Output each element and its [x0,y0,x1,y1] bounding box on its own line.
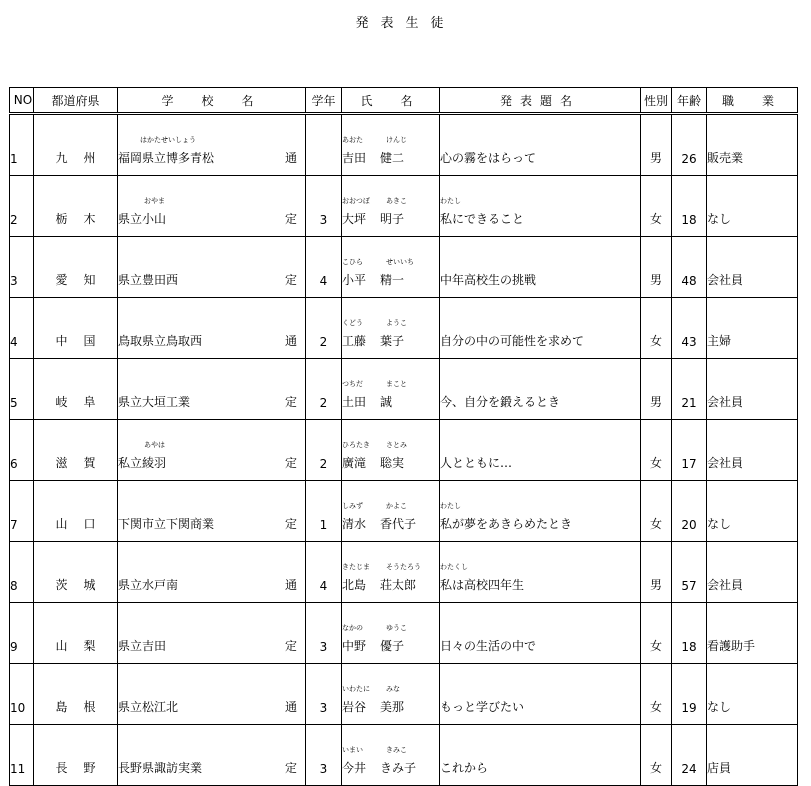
sex-cell: 女 [641,603,672,664]
school-ruby: はかたせいしょう [140,136,196,144]
course-type: 定 [284,273,297,287]
table-row [10,603,798,664]
row-number: 10 [10,664,34,725]
school-name-wrap [118,197,167,227]
topic-cell [440,114,641,176]
school-name-wrap [118,637,166,654]
sex-cell: 男 [641,114,672,176]
col-header-job: 職 業 [707,88,798,114]
given-name-wrap [380,197,407,227]
prefecture-cell: 中国 [34,298,118,359]
page-title: 発表生徒 [355,16,456,31]
age-cell: 48 [672,237,707,298]
prefecture-cell: 山梨 [34,603,118,664]
course-type: 通 [284,578,297,592]
presenter-table [9,87,798,786]
col-header-grade: 学年 [306,88,342,114]
table-row [10,664,798,725]
given-name: 聡実 [380,456,405,470]
given-name: 明子 [380,212,405,226]
age-cell: 26 [672,114,707,176]
school-cell [118,725,306,786]
given-name-ruby: そうたろう [386,563,421,571]
school-name: 下関市立下関商業 [118,517,215,531]
grade-cell: 3 [306,725,342,786]
topic-cell [440,237,641,298]
student-name-cell [342,359,440,420]
given-name: 葉子 [380,334,405,348]
age-cell: 21 [672,359,707,420]
sex-cell: 女 [641,664,672,725]
occupation-cell: 販売業 [707,114,798,176]
family-name-ruby: ひろたき [342,441,370,449]
topic-wrap [440,197,525,227]
given-name: 優子 [380,639,405,653]
given-name-wrap [380,624,407,654]
topic-title: 人とともに… [440,456,513,470]
family-name: 土田 [342,395,367,409]
sex-cell: 男 [641,359,672,420]
topic-cell [440,603,641,664]
age-cell: 18 [672,176,707,237]
header-row [10,88,798,114]
topic-cell [440,359,641,420]
topic-cell [440,542,641,603]
row-number: 1 [10,114,34,176]
occupation-cell: 看護助手 [707,603,798,664]
family-name: 吉田 [342,151,367,165]
row-number: 7 [10,481,34,542]
occupation-cell: 店員 [707,725,798,786]
col-header-age: 年齢 [672,88,707,114]
prefecture-cell: 滋賀 [34,420,118,481]
student-name [342,502,417,532]
grade-cell: 4 [306,542,342,603]
topic-wrap [440,454,512,471]
topic-wrap [440,149,536,166]
topic-title: 私は高校四年生 [440,578,525,592]
prefecture-cell: 岐阜 [34,359,118,420]
grade-cell: 3 [306,176,342,237]
family-name-wrap [342,502,380,532]
topic-cell [440,420,641,481]
student-name-cell [342,725,440,786]
prefecture-cell: 栃木 [34,176,118,237]
col-header-topic: 発表題名 [440,88,641,114]
age-cell: 20 [672,481,707,542]
course-type: 定 [284,761,297,775]
family-name-ruby: あおた [342,136,363,144]
table-row [10,114,798,176]
school-name: 県立水戸南 [118,578,179,592]
age-cell: 19 [672,664,707,725]
occupation-cell: 会社員 [707,420,798,481]
school-name-wrap [118,576,178,593]
school-ruby: おやま [144,197,165,205]
school-cell [118,114,306,176]
family-name: 北島 [342,578,367,592]
grade-cell [306,114,342,176]
topic-wrap [440,637,536,654]
student-name [342,563,421,593]
age-cell: 17 [672,420,707,481]
family-name: 小平 [342,273,367,287]
prefecture-cell: 九州 [34,114,118,176]
family-name-ruby: いまい [342,746,363,754]
given-name-ruby: せいいち [386,258,414,266]
school-cell [118,420,306,481]
family-name-ruby: きたじま [342,563,370,571]
given-name-ruby: さとみ [386,441,407,449]
sex-cell: 女 [641,725,672,786]
table-row [10,542,798,603]
school-name: 県立豊田西 [118,273,179,287]
sex-cell: 男 [641,542,672,603]
school-name: 私立綾羽 [118,456,167,470]
topic-ruby: わたし [440,502,461,510]
topic-cell [440,298,641,359]
school-name: 県立吉田 [118,639,167,653]
col-header-school: 学 校 名 [118,88,306,114]
given-name-ruby: あきこ [386,197,407,205]
school-cell [118,359,306,420]
prefecture-cell: 長野 [34,725,118,786]
occupation-cell: 会社員 [707,359,798,420]
topic-ruby: わたし [440,197,461,205]
school-name: 福岡県立博多青松 [118,151,215,165]
col-header-no: NO [10,88,34,114]
family-name-ruby: なかの [342,624,363,632]
family-name-wrap [342,563,380,593]
topic-title: 自分の中の可能性を求めて [440,334,585,348]
school-name-wrap [118,136,215,166]
topic-title: もっと学びたい [440,700,525,714]
family-name-ruby: おおつぼ [342,197,370,205]
student-name [342,441,407,471]
family-name-ruby: しみず [342,502,363,510]
occupation-cell: なし [707,481,798,542]
family-name: 工藤 [342,334,367,348]
given-name-wrap [380,380,407,410]
student-name-cell [342,603,440,664]
row-number: 9 [10,603,34,664]
school-cell [118,298,306,359]
prefecture-cell: 愛知 [34,237,118,298]
student-name [342,258,414,288]
given-name: きみ子 [380,761,417,775]
family-name-wrap [342,136,380,166]
topic-title: 日々の生活の中で [440,639,537,653]
course-type: 通 [284,151,297,165]
course-type: 定 [284,212,297,226]
topic-wrap [440,502,573,532]
topic-cell [440,664,641,725]
student-name-cell [342,298,440,359]
row-number: 5 [10,359,34,420]
family-name: 廣滝 [342,456,367,470]
given-name-ruby: けんじ [386,136,407,144]
student-name-cell [342,481,440,542]
family-name: 中野 [342,639,367,653]
age-cell: 57 [672,542,707,603]
course-type: 定 [284,456,297,470]
given-name-wrap [380,746,417,776]
school-name: 県立松江北 [118,700,179,714]
family-name-wrap [342,380,380,410]
topic-title: 私にできること [440,212,525,226]
topic-ruby: わたくし [440,563,468,571]
table-row [10,481,798,542]
family-name-ruby: こひら [342,258,363,266]
grade-cell: 2 [306,359,342,420]
grade-cell: 1 [306,481,342,542]
school-name-wrap [118,332,202,349]
school-ruby: あやは [144,441,165,449]
course-type: 定 [284,517,297,531]
table-row [10,359,798,420]
given-name-ruby: ゆうこ [386,624,407,632]
family-name-wrap [342,624,380,654]
student-name-cell [342,176,440,237]
given-name: 美那 [380,700,405,714]
course-type: 定 [284,639,297,653]
course-type: 通 [284,334,297,348]
prefecture-cell: 山口 [34,481,118,542]
topic-title: 私が夢をあきらめたとき [440,517,573,531]
family-name-wrap [342,197,380,227]
grade-cell: 3 [306,603,342,664]
topic-wrap [440,271,536,288]
row-number: 11 [10,725,34,786]
school-cell [118,664,306,725]
topic-title: 今、自分を鍛えるとき [440,395,561,409]
school-name-wrap [118,393,190,410]
table-row [10,298,798,359]
prefecture-cell: 島根 [34,664,118,725]
given-name-ruby: まこと [386,380,407,388]
grade-cell: 3 [306,664,342,725]
family-name-ruby: いわたに [342,685,370,693]
topic-wrap [440,332,584,349]
given-name: 荘太郎 [380,578,417,592]
given-name: 誠 [380,395,393,409]
table-row [10,176,798,237]
school-cell [118,176,306,237]
topic-title: これから [440,761,489,775]
given-name-wrap [380,441,407,471]
prefecture-cell: 茨城 [34,542,118,603]
school-name: 県立大垣工業 [118,395,191,409]
sex-cell: 女 [641,420,672,481]
school-name-wrap [118,441,167,471]
course-type: 定 [284,395,297,409]
school-cell [118,237,306,298]
school-cell [118,603,306,664]
occupation-cell: なし [707,176,798,237]
sex-cell: 女 [641,176,672,237]
topic-wrap [440,393,560,410]
student-name-cell [342,542,440,603]
grade-cell: 2 [306,298,342,359]
row-number: 2 [10,176,34,237]
given-name-wrap [380,319,407,349]
occupation-cell: なし [707,664,798,725]
table-row [10,237,798,298]
given-name-wrap [380,136,407,166]
school-name: 鳥取県立鳥取西 [118,334,203,348]
topic-cell [440,176,641,237]
sex-cell: 男 [641,237,672,298]
topic-wrap [440,563,525,593]
student-name-cell [342,237,440,298]
school-name: 県立小山 [118,212,167,226]
grade-cell: 4 [306,237,342,298]
family-name: 大坪 [342,212,367,226]
course-type: 通 [284,700,297,714]
topic-cell [440,725,641,786]
family-name: 清水 [342,517,367,531]
grade-cell: 2 [306,420,342,481]
topic-title: 心の霧をはらって [440,151,537,165]
student-name-cell [342,664,440,725]
school-cell [118,481,306,542]
given-name: 精一 [380,273,405,287]
student-name-cell [342,420,440,481]
family-name-wrap [342,441,380,471]
sex-cell: 女 [641,481,672,542]
occupation-cell: 会社員 [707,237,798,298]
student-name [342,380,407,410]
family-name-wrap [342,258,380,288]
given-name-ruby: ようこ [386,319,407,327]
student-name [342,319,407,349]
topic-wrap [440,759,488,776]
given-name-wrap [380,563,421,593]
student-name [342,624,407,654]
family-name-ruby: くどう [342,319,363,327]
age-cell: 18 [672,603,707,664]
table-row [10,725,798,786]
school-name: 長野県諏訪実業 [118,761,203,775]
student-name-cell [342,114,440,176]
row-number: 8 [10,542,34,603]
family-name: 今井 [342,761,367,775]
family-name: 岩谷 [342,700,367,714]
family-name-ruby: つちだ [342,380,363,388]
given-name-wrap [380,258,414,288]
topic-cell [440,481,641,542]
sex-cell: 女 [641,298,672,359]
occupation-cell: 主婦 [707,298,798,359]
table-row [10,420,798,481]
school-cell [118,542,306,603]
given-name: 健二 [380,151,405,165]
student-name [342,197,407,227]
given-name-ruby: みな [386,685,400,693]
age-cell: 24 [672,725,707,786]
given-name-wrap [380,502,417,532]
row-number: 4 [10,298,34,359]
school-name-wrap [118,271,178,288]
given-name-ruby: きみこ [386,746,407,754]
family-name-wrap [342,319,380,349]
given-name-ruby: かよこ [386,502,407,510]
col-header-sex: 性別 [641,88,672,114]
given-name: 香代子 [380,517,417,531]
school-name-wrap [118,515,214,532]
row-number: 3 [10,237,34,298]
school-name-wrap [118,759,202,776]
occupation-cell: 会社員 [707,542,798,603]
row-number: 6 [10,420,34,481]
col-header-name: 氏 名 [342,88,440,114]
col-header-prefecture: 都道府県 [34,88,118,114]
student-name [342,136,407,166]
topic-title: 中年高校生の挑戦 [440,273,537,287]
student-name [342,746,417,776]
age-cell: 43 [672,298,707,359]
family-name-wrap [342,746,380,776]
